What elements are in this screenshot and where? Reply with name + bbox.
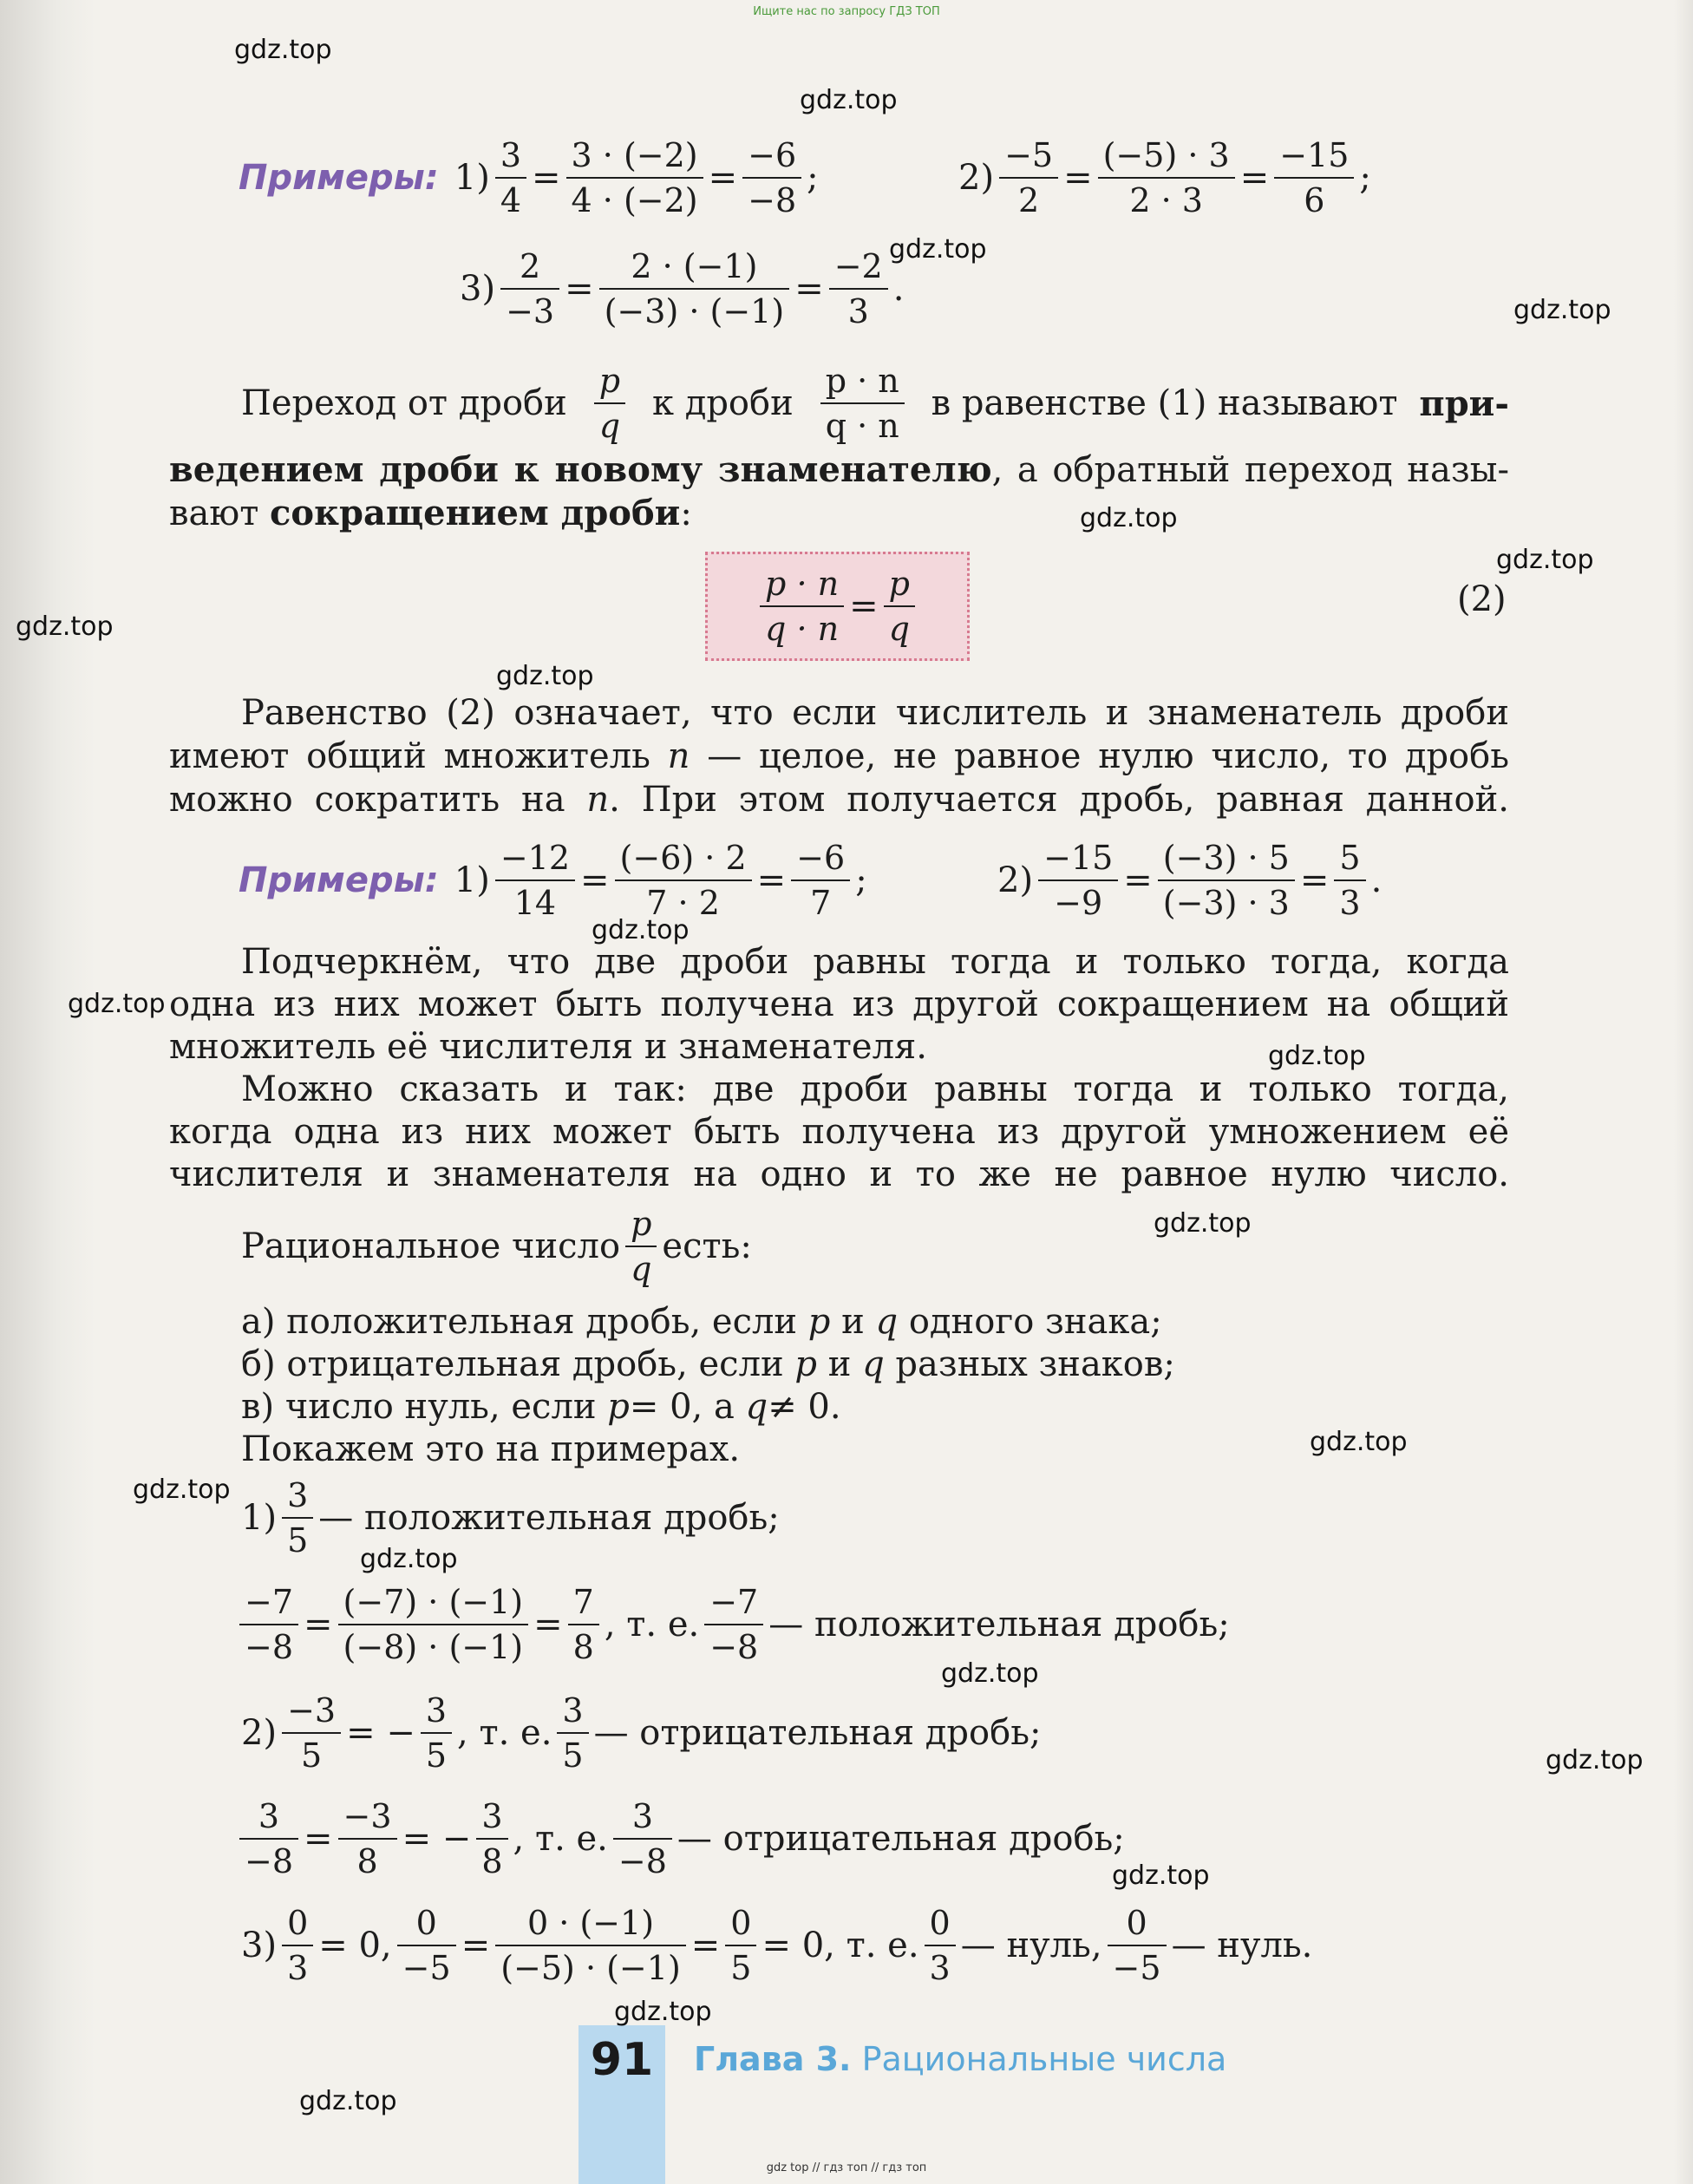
fraction: $\frac{5}{3}$ bbox=[1334, 841, 1365, 919]
fraction: $\frac{-12}{14}$ bbox=[495, 841, 575, 919]
watermark: gdz.top bbox=[496, 661, 594, 691]
fraction: $\frac{3}{-8}$ bbox=[239, 1800, 298, 1878]
fraction: $\frac{p}{q}$ bbox=[625, 1207, 657, 1285]
example-number: 3) bbox=[460, 269, 496, 309]
top-note: Ищите нас по запросу ГДЗ ТОП bbox=[753, 5, 940, 18]
para-eq2-line-2: имеют общий множитель n — целое, не равное нулю число, то дробь bbox=[169, 736, 1510, 776]
fraction: $\frac{3}{5}$ bbox=[421, 1694, 452, 1772]
fraction: $\frac{3}{4}$ bbox=[495, 139, 526, 217]
fraction: $\frac{(-6) \cdot 2}{7 \cdot 2}$ bbox=[615, 841, 752, 919]
watermark: gdz.top bbox=[234, 35, 332, 65]
text: в равенстве (1) называют bbox=[931, 383, 1398, 423]
fraction: $\frac{(-5) \cdot 3}{2 \cdot 3}$ bbox=[1098, 139, 1235, 217]
text: Переход от дроби bbox=[241, 383, 567, 423]
fraction: $\frac{0 \cdot (-1)}{(-5) \cdot (-1)}$ bbox=[495, 1906, 686, 1985]
para-eq2-line-3: можно сократить на n. При этом получается дробь, равная данной. bbox=[169, 780, 1510, 820]
watermark: gdz.top bbox=[1154, 1208, 1252, 1239]
page-number: 91 bbox=[590, 2034, 654, 2086]
transition-line-3: вают сокращением дроби: bbox=[169, 493, 692, 533]
para-equal-line-4: Можно сказать и так: две дроби равны тогда и только тогда, bbox=[241, 1069, 1509, 1109]
watermark: gdz.top bbox=[360, 1544, 458, 1574]
bottom-note: gdz top // гдз топ // гдз топ bbox=[766, 2161, 927, 2174]
examples-1-row-1b: 2) $\frac{-5}{2}$ = $\frac{(-5) \cdot 3}{2 \cdot 3}$ = $\frac{-15}{6}$ ; bbox=[958, 136, 1371, 219]
examples-label: Примеры: bbox=[239, 158, 439, 198]
fraction: $\frac{0}{-5}$ bbox=[397, 1906, 456, 1985]
fraction: $\frac{-3}{5}$ bbox=[282, 1694, 341, 1772]
rational-intro: Рациональное число $\frac{p}{q}$ есть: bbox=[241, 1205, 752, 1288]
chapter-title: Глава 3. Рациональные числа bbox=[694, 2040, 1227, 2078]
example-number: 1) bbox=[454, 860, 490, 900]
example-number: 2) bbox=[958, 158, 995, 198]
fraction: $\frac{-2}{3}$ bbox=[829, 250, 888, 328]
ex3-row-5: 3) $\frac{0}{3}$ = 0, $\frac{0}{-5}$ = $\frac{0 \cdot (-1)}{(-5) \cdot (-1)}$ = $\frac{0}{5}$ = 0, т. е. $\frac{0}{3}$ — нуль, $\frac{0}{-5}$ — нуль. bbox=[241, 1904, 1313, 1987]
para-equal-line-1: Подчеркнём, что две дроби равны тогда и только тогда, когда bbox=[241, 942, 1509, 982]
examples-2-row-b: 2) $\frac{-15}{-9}$ = $\frac{(-3) \cdot 5}{(-3) \cdot 3}$ = $\frac{5}{3}$ . bbox=[997, 839, 1383, 922]
rational-case-b: б) отрицательная дробь, если p и q разных знаков; bbox=[241, 1344, 1175, 1384]
para-equal-line-2: одна из них может быть получена из другой сокращением на общий bbox=[169, 984, 1509, 1024]
transition-line-1 bbox=[241, 362, 1509, 445]
watermark: gdz.top bbox=[1268, 1041, 1366, 1071]
formula-2-number: (2) bbox=[1457, 579, 1507, 619]
fraction: $\frac{-7}{-8}$ bbox=[239, 1586, 298, 1664]
fraction: $\frac{0}{5}$ bbox=[725, 1906, 756, 1985]
fraction: $\frac{7}{8}$ bbox=[568, 1586, 599, 1664]
term: при- bbox=[1419, 383, 1509, 424]
rational-case-a: а) положительная дробь, если p и q одного знака; bbox=[241, 1302, 1162, 1342]
fraction: $\frac{p \cdot n}{q \cdot n}$ bbox=[760, 567, 844, 645]
watermark: gdz.top bbox=[1080, 503, 1178, 533]
watermark: gdz.top bbox=[1112, 1860, 1210, 1891]
scan-edge bbox=[1674, 0, 1693, 2184]
rational-case-c: в) число нуль, если p= 0, а q≠ 0. bbox=[241, 1387, 841, 1427]
watermark: gdz.top bbox=[800, 85, 898, 115]
fraction: $\frac{-5}{2}$ bbox=[999, 139, 1058, 217]
examples-1-row-1: Примеры: 1) $\frac{3}{4}$ = $\frac{3 \cdot (-2)}{4 \cdot (-2)}$ = $\frac{-6}{-8}$ ; bbox=[239, 136, 819, 219]
watermark: gdz.top bbox=[614, 1997, 712, 2027]
text: к дроби bbox=[651, 383, 794, 423]
fraction: $\frac{3}{5}$ bbox=[282, 1479, 313, 1557]
examples-1-row-2: 3) $\frac{2}{-3}$ = $\frac{2 \cdot (-1)}{(-3) \cdot (-1)}$ = $\frac{-2}{3}$ . bbox=[460, 247, 905, 330]
watermark: gdz.top bbox=[941, 1658, 1039, 1689]
fraction: $\frac{-3}{8}$ bbox=[338, 1800, 397, 1878]
example-number: 1) bbox=[454, 158, 490, 198]
examples-label: Примеры: bbox=[239, 860, 439, 900]
fraction: $\frac{2 \cdot (-1)}{(-3) \cdot (-1)}$ bbox=[599, 250, 790, 328]
ex3-row-2: $\frac{-7}{-8}$ = $\frac{(-7) \cdot (-1)}{(-8) \cdot (-1)}$ = $\frac{7}{8}$ , т. е. $\frac{-7}{-8}$ — положительная дробь; bbox=[234, 1586, 1230, 1664]
fraction: $\frac{3}{-8}$ bbox=[613, 1800, 672, 1878]
fraction: $\frac{-15}{6}$ bbox=[1274, 139, 1354, 217]
transition-line-2: ведением дроби к новому знаменателю, а обратный переход назы- bbox=[169, 449, 1509, 490]
watermark: gdz.top bbox=[1546, 1745, 1644, 1775]
examples-2-row: Примеры: 1) $\frac{-12}{14}$ = $\frac{(-6) \cdot 2}{7 \cdot 2}$ = $\frac{-6}{7}$ ; bbox=[239, 839, 867, 922]
fraction: $\frac{(-7) \cdot (-1)}{(-8) \cdot (-1)}$ bbox=[338, 1586, 529, 1664]
fraction: $\frac{p}{q}$ bbox=[594, 364, 625, 442]
watermark: gdz.top bbox=[299, 2086, 397, 2116]
fraction: $\frac{0}{-5}$ bbox=[1108, 1906, 1167, 1985]
scan-shadow bbox=[0, 0, 95, 2184]
para-eq2-line-1: Равенство (2) означает, что если числитель и знаменатель дроби bbox=[241, 693, 1509, 733]
fraction: $\frac{-7}{-8}$ bbox=[704, 1586, 763, 1664]
watermark: gdz.top bbox=[1513, 295, 1611, 325]
watermark: gdz.top bbox=[889, 234, 987, 265]
ex3-row-1: 1) $\frac{3}{5}$ — положительная дробь; bbox=[241, 1476, 780, 1560]
fraction: $\frac{-15}{-9}$ bbox=[1038, 841, 1118, 919]
fraction: $\frac{(-3) \cdot 5}{(-3) \cdot 3}$ bbox=[1158, 841, 1295, 919]
fraction: $\frac{2}{-3}$ bbox=[500, 250, 559, 328]
fraction: $\frac{3 \cdot (-2)}{4 \cdot (-2)}$ bbox=[566, 139, 703, 217]
watermark: gdz.top bbox=[1310, 1427, 1408, 1457]
ex3-row-4: $\frac{3}{-8}$ = $\frac{-3}{8}$ = − $\frac{3}{8}$ , т. е. $\frac{3}{-8}$ — отрицательная дробь; bbox=[234, 1800, 1125, 1878]
para-equal-line-6: числителя и знаменателя на одно и то же не равное нулю число. bbox=[169, 1154, 1509, 1194]
para-equal-line-5: когда одна из них может быть получена из другой умножением её bbox=[169, 1112, 1509, 1152]
fraction: $\frac{p}{q}$ bbox=[884, 567, 915, 645]
fraction: $\frac{0}{3}$ bbox=[282, 1906, 313, 1985]
watermark: gdz.top bbox=[1496, 545, 1594, 575]
watermark: gdz.top bbox=[68, 989, 166, 1019]
fraction: $\frac{-6}{-8}$ bbox=[742, 139, 801, 217]
fraction: $\frac{-6}{7}$ bbox=[791, 841, 850, 919]
watermark: gdz.top bbox=[133, 1475, 231, 1505]
rational-show: Покажем это на примерах. bbox=[241, 1429, 741, 1469]
formula-2-box: $\frac{p \cdot n}{q \cdot n}$ = $\frac{p}{q}$ bbox=[705, 552, 970, 661]
fraction: $\frac{p \cdot n}{q \cdot n}$ bbox=[820, 364, 905, 442]
watermark: gdz.top bbox=[16, 611, 114, 642]
ex3-row-3: 2) $\frac{-3}{5}$ = − $\frac{3}{5}$ , т. е. $\frac{3}{5}$ — отрицательная дробь; bbox=[241, 1691, 1042, 1775]
para-equal-line-3: множитель её числителя и знаменателя. bbox=[169, 1027, 927, 1067]
example-number: 2) bbox=[997, 860, 1034, 900]
fraction: $\frac{0}{3}$ bbox=[925, 1906, 956, 1985]
fraction: $\frac{3}{8}$ bbox=[476, 1800, 507, 1878]
fraction: $\frac{3}{5}$ bbox=[557, 1694, 588, 1772]
watermark: gdz.top bbox=[592, 915, 690, 945]
